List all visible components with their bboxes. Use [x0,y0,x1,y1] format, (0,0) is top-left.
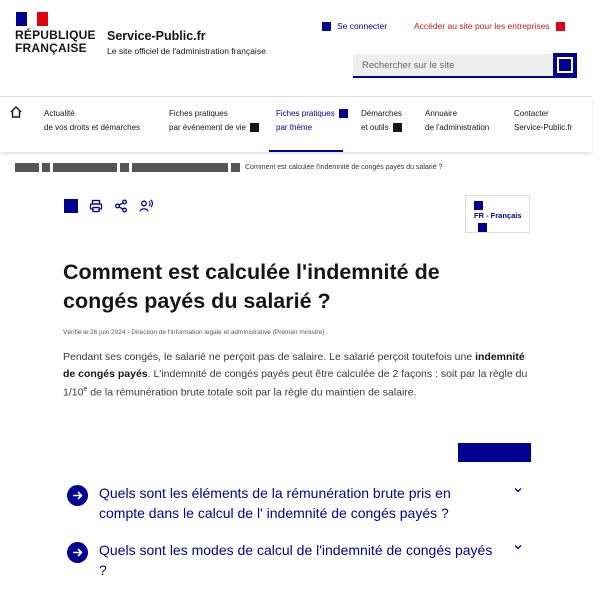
nav-item-line1: Démarches [361,109,402,118]
enterprise-label: Accéder au site pour les entreprises [414,21,550,31]
enterprise-site-link[interactable] [414,21,565,31]
chevron-down-icon [513,542,523,552]
connect-link[interactable] [322,21,387,31]
search-icon [557,57,573,73]
page-tools [64,199,153,213]
nav-item-line2: par thème [276,123,313,132]
chevron-down-icon [250,123,259,132]
site-tagline: Le site officiel de l'administration française [107,46,266,56]
nav-item-line2: Service-Public.fr [514,123,573,132]
search-button[interactable] [553,53,577,78]
republique-francaise-logo[interactable] [15,29,96,55]
bookmark-icon[interactable] [64,199,78,213]
chevron-down-icon [478,223,487,232]
nav-item-contacter[interactable] [514,107,572,135]
expand-all-button[interactable] [458,443,531,462]
nav-item-actualite[interactable] [44,107,140,135]
nav-item-annuaire[interactable] [425,107,489,135]
intro-paragraph [63,349,533,401]
intro-text: de la rémunération brute totale soit par la règle du maintien de salaire. [87,386,417,399]
account-icon [322,22,331,31]
nav-item-line1: Actualité [44,109,75,118]
breadcrumb [15,162,442,172]
nav-item-line2: de vos droits et démarches [44,123,141,132]
breadcrumb-separator [120,163,129,172]
intro-text: Pendant ses congés, le salarié ne perçoit pas de salaire. Le salarié perçoit toutefois une [63,351,476,363]
search-input[interactable] [353,54,553,76]
translate-icon [474,201,483,210]
chevron-down-icon [513,485,523,495]
page-title: Comment est calculée l'indemnité de congés payés du salarié ? [63,260,440,313]
nav-item-line1: Fiches pratiques [276,109,335,118]
nav-item-line1: Contacter [514,109,549,118]
accordion-item[interactable] [67,540,533,582]
intro-bold-term: indemnité de congés payés [63,351,525,380]
logo-line-2: FRANÇAISE [15,41,87,55]
nav-item-line1: Fiches pratiques [169,109,228,118]
breadcrumb-link-travail[interactable] [132,163,228,172]
breadcrumb-link-particuliers[interactable] [53,163,117,172]
accordion-item[interactable] [67,483,533,525]
arrow-right-icon [67,542,88,563]
nav-item-demarches[interactable] [361,107,402,135]
nav-item-line2: et outils [361,123,389,132]
nav-item-line2: par événement de vie [169,123,246,132]
accordion-question: Quels sont les éléments de la rémunération brute pris en compte dans le calcul de l' indemnité de congés payés ? [99,485,451,521]
nav-item-fiches-evenement[interactable] [169,107,259,135]
nav-active-indicator [269,150,343,152]
search-bar [353,54,577,78]
main-navigation [0,96,592,152]
chevron-down-icon [393,123,402,132]
listen-icon[interactable] [139,199,153,213]
nav-item-line1: Annuaire [425,109,458,118]
language-selector[interactable] [465,195,530,233]
breadcrumb-link-accueil[interactable] [15,163,39,172]
arrow-right-icon [67,485,88,506]
site-name[interactable]: Service-Public.fr [107,29,206,43]
verification-meta: Vérifié le 26 juin 2024 - Direction de l'information légale et administrative (Premier ministre) [63,329,325,336]
breadcrumb-separator [42,163,50,172]
breadcrumb-separator [231,163,240,172]
external-link-icon [556,22,565,31]
marianne-flag-logo[interactable] [16,12,48,26]
accordion-question: Quels sont les modes de calcul de l'indemnité de congés payés ? [99,542,493,578]
connect-label: Se connecter [337,21,388,31]
home-icon[interactable] [9,105,23,119]
chevron-down-icon [339,109,348,118]
nav-item-line2: de l'administration [425,123,490,132]
intro-superscript: e [83,386,88,393]
language-label: FR - Français [474,211,522,220]
site-header [0,0,600,96]
intro-text: . L'indemnité de congés payés peut être calculée de 2 façons : soit par la règle du 1/10 [63,367,528,399]
share-icon[interactable] [114,199,128,213]
breadcrumb-current: Comment est calculée l'indemnité de congés payés du salarié ? [245,163,443,171]
logo-line-1: RÉPUBLIQUE [15,28,96,42]
print-icon[interactable] [89,199,103,213]
nav-item-fiches-theme[interactable] [276,107,348,135]
